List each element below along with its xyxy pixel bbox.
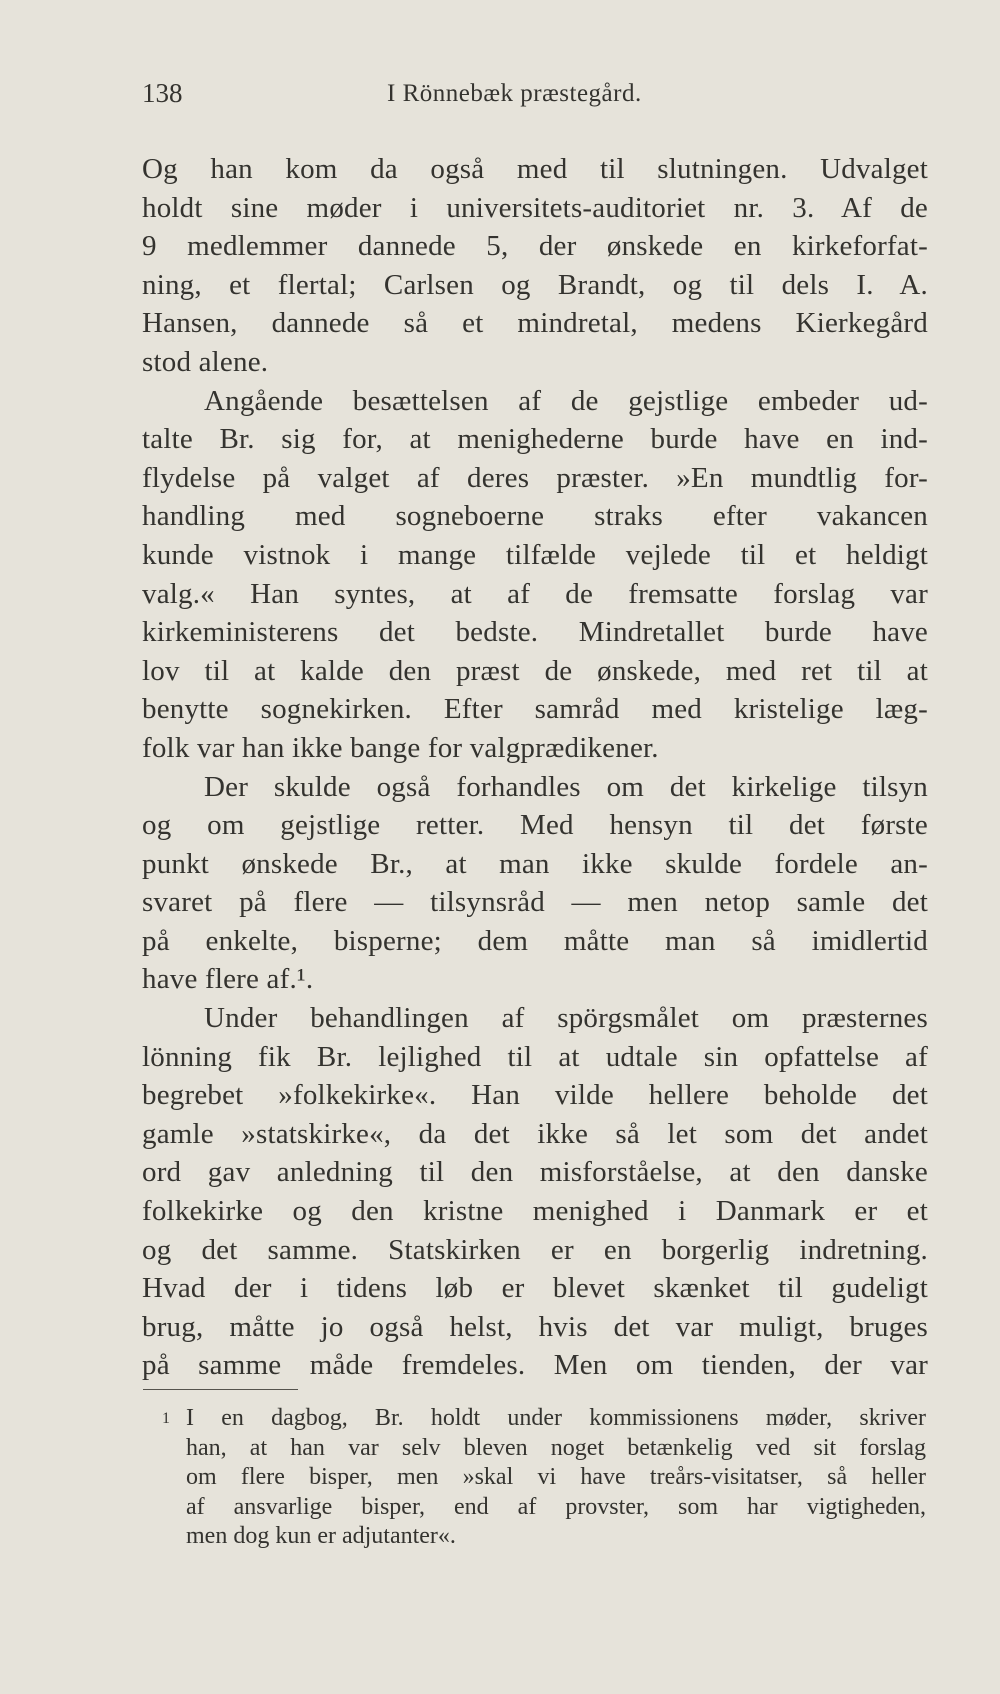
page-number: 138 [142,78,183,108]
text-line: kirkeministerens det bedste. Mindretallet burde have [142,616,928,649]
text-line: på samme måde fremdeles. Men om tienden, der var [142,1349,928,1382]
text-line: Og han kom da også med til slutningen. Udvalget [142,153,928,185]
text-line: folk var han ikke bange for valgprædikener. [142,731,659,764]
text-line: Der skulde også forhandles om det kirkelige tilsyn [204,770,928,803]
footnote-line: han, at han var selv bleven noget betænkelig ved sit forslag [186,1434,926,1461]
text-line: lönning fik Br. lejlighed til at udtale sin opfattelse af [142,1040,928,1073]
text-line: begrebet »folkekirke«. Han vilde hellere beholde det [142,1079,928,1112]
footnote-marker: 1 [162,1410,170,1427]
text-line: kunde vistnok i mange tilfælde vejlede til et heldigt [142,538,928,571]
text-line: 9 medlemmer dannede 5, der ønskede en kirkeforfat- [142,230,928,263]
text-line: svaret på flere — tilsynsråd — men netop samle det [142,886,928,919]
footnote-line [162,1404,926,1434]
footnote-line-text: I en dagbog, Br. holdt under kommissionens møder, skriver [186,1405,926,1431]
text-line: ning, et flertal; Carlsen og Brandt, og til dels I. A. [142,268,928,301]
footnote-line: af ansvarlige bisper, end af provster, som har vigtigheden, [186,1493,926,1520]
text-line: ord gav anledning til den misforståelse, at den danske [142,1156,928,1189]
text-line: Angående besættelsen af de gejstlige embeder ud- [204,384,928,417]
text-line: talte Br. sig for, at menighederne burde have en ind- [142,423,928,456]
footnote-line: om flere bisper, men »skal vi have treårs-visitatser, så heller [186,1464,926,1490]
text-line: stod alene. [142,345,269,378]
footnote-divider [143,1389,298,1390]
text-line: og om gejstlige retter. Med hensyn til det første [142,809,928,842]
text-line: Hvad der i tidens løb er blevet skænket til gudeligt [142,1272,928,1305]
text-line: på enkelte, bisperne; dem måtte man så imidlertid [142,924,928,957]
text-line: Under behandlingen af spörgsmålet om præsternes [204,1002,928,1035]
text-line: flydelse på valget af deres præster. »En mundtlig for- [142,461,928,494]
text-line: handling med sogneboerne straks efter vakancen [142,500,928,533]
text-line: valg.« Han syntes, at af de fremsatte forslag var [142,577,928,610]
running-title: I Rönnebæk præstegård. [387,80,642,107]
text-line: punkt ønskede Br., at man ikke skulde fordele an- [142,847,928,880]
text-line: brug, måtte jo også helst, hvis det var muligt, bruges [142,1310,928,1343]
text-line: folkekirke og den kristne menighed i Danmark er et [142,1195,928,1228]
text-line: gamle »statskirke«, da det ikke så let som det andet [142,1117,928,1150]
text-line: have flere af.¹. [142,963,314,996]
page-header [142,78,932,118]
body-text [142,150,928,1385]
footnote [162,1404,926,1552]
footnote-line: men dog kun er adjutanter«. [186,1523,456,1549]
text-line: lov til at kalde den præst de ønskede, med ret til at [142,654,928,687]
text-line: holdt sine møder i universitets-auditoriet nr. 3. Af de [142,191,928,224]
text-line: og det samme. Statskirken er en borgerlig indretning. [142,1233,928,1266]
text-line: benytte sognekirken. Efter samråd med kristelige læg- [142,693,928,726]
text-line: Hansen, dannede så et mindretal, medens Kierkegård [142,307,928,340]
